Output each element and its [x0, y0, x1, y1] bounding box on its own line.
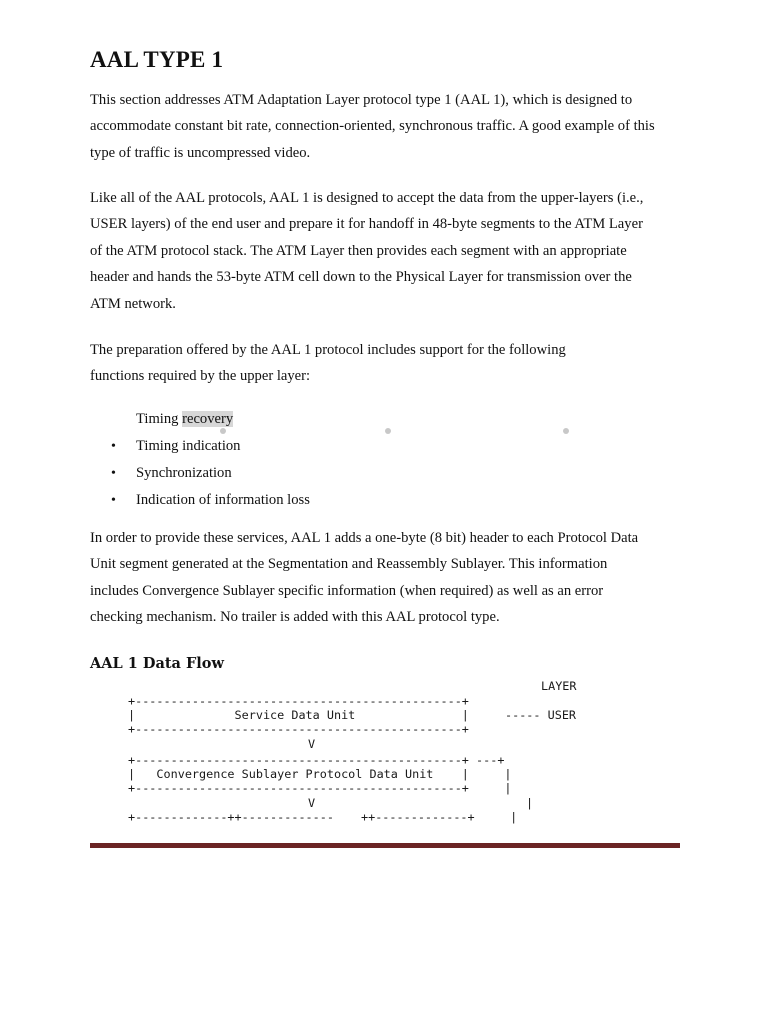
diagram-split-left: +-------------++------------- — [128, 810, 334, 824]
footer-divider — [90, 843, 680, 848]
list-item-text: Timing — [136, 411, 183, 427]
text-line: accommodate constant bit rate, connection-oriented, synchronous traffic. A good example of this — [90, 118, 655, 135]
text-line: checking mechanism. No trailer is added with this AAL protocol type. — [90, 609, 500, 626]
diagram-border: +----------------------------------------------+ — [128, 694, 469, 708]
functions-list — [90, 406, 310, 514]
text-line: USER layers) of the end user and prepare it for handoff in 48-byte segments to the ATM Layer — [90, 216, 643, 233]
list-item-text: Timing indication — [136, 438, 241, 454]
section-heading: AAL 1 Data Flow — [90, 655, 224, 672]
list-item-text: Indication of information loss — [136, 492, 310, 508]
text-line: functions required by the upper layer: — [90, 368, 311, 384]
text-line: ATM network. — [90, 295, 176, 312]
text-line: The preparation offered by the AAL 1 protocol includes support for the following — [90, 342, 566, 358]
bullet-icon: • — [111, 493, 116, 508]
header-paragraph — [90, 525, 690, 631]
diagram-arrow: V — [308, 737, 316, 751]
diagram-pipe: | — [526, 796, 534, 810]
text-line: Unit segment generated at the Segmentation and Reassembly Sublayer. This information — [90, 556, 608, 573]
text-line: includes Convergence Sublayer specific information (when required) as well as an error — [90, 582, 604, 599]
text-line: Like all of the AAL protocols, AAL 1 is designed to accept the data from the upper-layers (i.e., — [90, 190, 644, 206]
list-item — [90, 460, 310, 487]
intro-paragraph — [90, 87, 690, 166]
diagram-layer-label: LAYER — [541, 679, 577, 693]
selection-handle-icon[interactable] — [220, 428, 226, 434]
text-line: header and hands the 53-byte ATM cell down to the Physical Layer for transmission over the — [90, 269, 632, 286]
diagram-sdu-row: | Service Data Unit | — [128, 708, 469, 722]
diagram-split-right: ++-------------+ | — [361, 810, 518, 824]
selection-handle-icon[interactable] — [563, 428, 569, 434]
text-line: This section addresses ATM Adaptation Layer protocol type 1 (AAL 1), which is designed to — [90, 92, 633, 108]
list-item — [90, 433, 310, 460]
bullet-icon: • — [111, 466, 116, 481]
diagram-cs-border: +----------------------------------------------+ ---+ — [128, 753, 505, 767]
preparation-paragraph — [90, 337, 690, 389]
highlighted-text[interactable]: recovery — [182, 411, 234, 427]
text-line: In order to provide these services, AAL 1 adds a one-byte (8 bit) header to each Protocol Data — [90, 530, 639, 546]
list-item-text: Synchronization — [136, 465, 232, 481]
diagram-arrow: V — [308, 796, 316, 810]
text-line: of the ATM protocol stack. The ATM Layer then provides each segment with an appropriate — [90, 242, 627, 259]
diagram-user-link: ----- USER — [505, 708, 577, 722]
diagram-cs-bottom: +----------------------------------------------+ | — [128, 781, 512, 795]
bullet-icon: • — [111, 439, 116, 454]
list-item — [90, 406, 310, 433]
diagram-cs-row: | Convergence Sublayer Protocol Data Unit | | — [128, 767, 512, 781]
selection-handle-icon[interactable] — [385, 428, 391, 434]
page-title: AAL TYPE 1 — [90, 47, 224, 72]
protocol-paragraph — [90, 185, 690, 317]
diagram-border: +----------------------------------------------+ — [128, 722, 469, 736]
list-item — [90, 487, 310, 514]
text-line: type of traffic is uncompressed video. — [90, 144, 311, 161]
data-flow-diagram — [0, 675, 768, 835]
